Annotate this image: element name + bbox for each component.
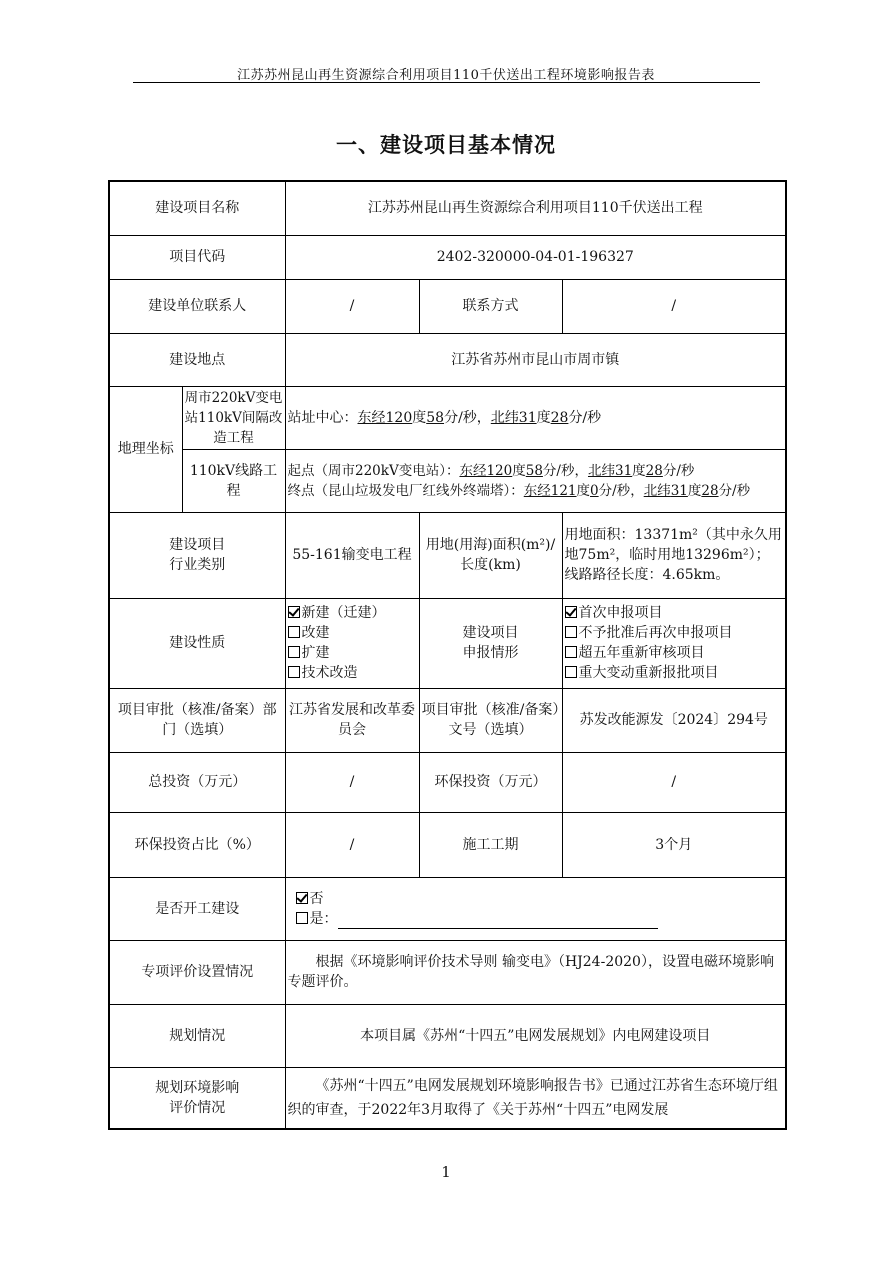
section-title: 一、建设项目基本情况: [336, 133, 556, 157]
declare-option-five-year[interactable]: 超五年重新审核项目: [565, 643, 784, 663]
declare-option-resubmit[interactable]: 不予批准后再次申报项目: [565, 623, 784, 643]
contact-value: /: [285, 279, 419, 333]
declare-options: [562, 598, 786, 688]
period-value: 3个月: [562, 812, 786, 877]
fill-in-line: [338, 914, 658, 929]
checkbox-icon[interactable]: [565, 646, 577, 658]
page-number: 1: [441, 1163, 451, 1181]
contact-method-value: /: [562, 279, 786, 333]
header-rule: [133, 82, 760, 83]
special-label: 专项评价设置情况: [109, 940, 285, 1004]
checkbox-icon[interactable]: [565, 626, 577, 638]
checkbox-icon[interactable]: [288, 666, 300, 678]
plan-env-value: 《苏州“十四五”电网发展规划环境影响报告书》已通过江苏省生态环境厅组织的审查，于2022年3月取得了《关于苏州“十四五”电网发展: [285, 1067, 786, 1129]
nature-option-rebuild[interactable]: 改建: [288, 623, 417, 643]
checkbox-icon[interactable]: [565, 666, 577, 678]
checkbox-checked-icon[interactable]: [565, 606, 577, 618]
approval-no-value: 苏发改能源发〔2024〕294号: [562, 688, 786, 752]
declare-option-first[interactable]: 首次申报项目: [565, 603, 784, 623]
geo-label: 地理坐标: [109, 386, 182, 512]
total-invest-value: /: [285, 752, 419, 812]
special-value: 根据《环境影响评价技术导则 输变电》（HJ24-2020），设置电磁环境影响专题评价。: [285, 940, 786, 1004]
checkbox-icon[interactable]: [288, 646, 300, 658]
started-options: [285, 877, 786, 940]
env-ratio-value: /: [285, 812, 419, 877]
land-value: 用地面积：13371m²（其中永久用地75m²，临时用地13296m²）；线路路径长度：4.65km。: [562, 512, 786, 598]
land-label: 用地(用海)面积(m²)/长度(km): [419, 512, 562, 598]
industry-label: 建设项目 行业类别: [109, 512, 285, 598]
started-option-no[interactable]: 否: [296, 889, 784, 909]
geo-substation-label: 周市220kV变电站110kV间隔改造工程: [182, 386, 285, 449]
contact-method-label: 联系方式: [419, 279, 562, 333]
total-invest-label: 总投资（万元）: [109, 752, 285, 812]
approval-dept-label: 项目审批（核准/备案）部门（选填）: [109, 688, 285, 752]
location-value: 江苏省苏州市昆山市周市镇: [285, 333, 786, 386]
checkbox-checked-icon[interactable]: [296, 892, 308, 904]
plan-label: 规划情况: [109, 1004, 285, 1067]
env-invest-label: 环保投资（万元）: [419, 752, 562, 812]
nature-label: 建设性质: [109, 598, 285, 688]
started-label: 是否开工建设: [109, 877, 285, 940]
checkbox-checked-icon[interactable]: [288, 606, 300, 618]
project-code-label: 项目代码: [109, 235, 285, 279]
nature-option-expand[interactable]: 扩建: [288, 643, 417, 663]
location-label: 建设地点: [109, 333, 285, 386]
plan-value: 本项目属《苏州“十四五”电网发展规划》内电网建设项目: [285, 1004, 786, 1067]
env-invest-value: /: [562, 752, 786, 812]
checkbox-icon[interactable]: [288, 626, 300, 638]
declare-option-major-change[interactable]: 重大变动重新报批项目: [565, 663, 784, 683]
nature-option-new[interactable]: 新建（迁建）: [288, 603, 417, 623]
industry-value: 55-161输变电工程: [285, 512, 419, 598]
declare-label: 建设项目 申报情形: [419, 598, 562, 688]
approval-dept-value: 江苏省发展和改革委员会: [285, 688, 419, 752]
plan-env-label: 规划环境影响 评价情况: [109, 1067, 285, 1129]
geo-substation-value: 站址中心：东经120度58分/秒，北纬31度28分/秒: [285, 386, 786, 449]
project-code-value: 2402-320000-04-01-196327: [285, 235, 786, 279]
started-option-yes[interactable]: 是：: [296, 909, 784, 929]
project-name-label: 建设项目名称: [109, 181, 285, 235]
geo-line-label: 110kV线路工程: [182, 449, 285, 512]
nature-option-tech[interactable]: 技术改造: [288, 663, 417, 683]
period-label: 施工工期: [419, 812, 562, 877]
nature-options: [285, 598, 419, 688]
env-ratio-label: 环保投资占比（%）: [109, 812, 285, 877]
contact-label: 建设单位联系人: [109, 279, 285, 333]
basic-info-table: [108, 180, 787, 1130]
project-name-value: 江苏苏州昆山再生资源综合利用项目110千伏送出工程: [285, 181, 786, 235]
document-header: 江苏苏州昆山再生资源综合利用项目110千伏送出工程环境影响报告表: [237, 68, 655, 83]
geo-line-value: 起点（周市220kV变电站）：东经120度58分/秒，北纬31度28分/秒 终点（昆山垃圾发电厂红线外终端塔）：东经121度0分/秒，北纬31度28分/秒: [285, 449, 786, 512]
approval-no-label: 项目审批（核准/备案）文号（选填）: [419, 688, 562, 752]
checkbox-icon[interactable]: [296, 912, 308, 924]
